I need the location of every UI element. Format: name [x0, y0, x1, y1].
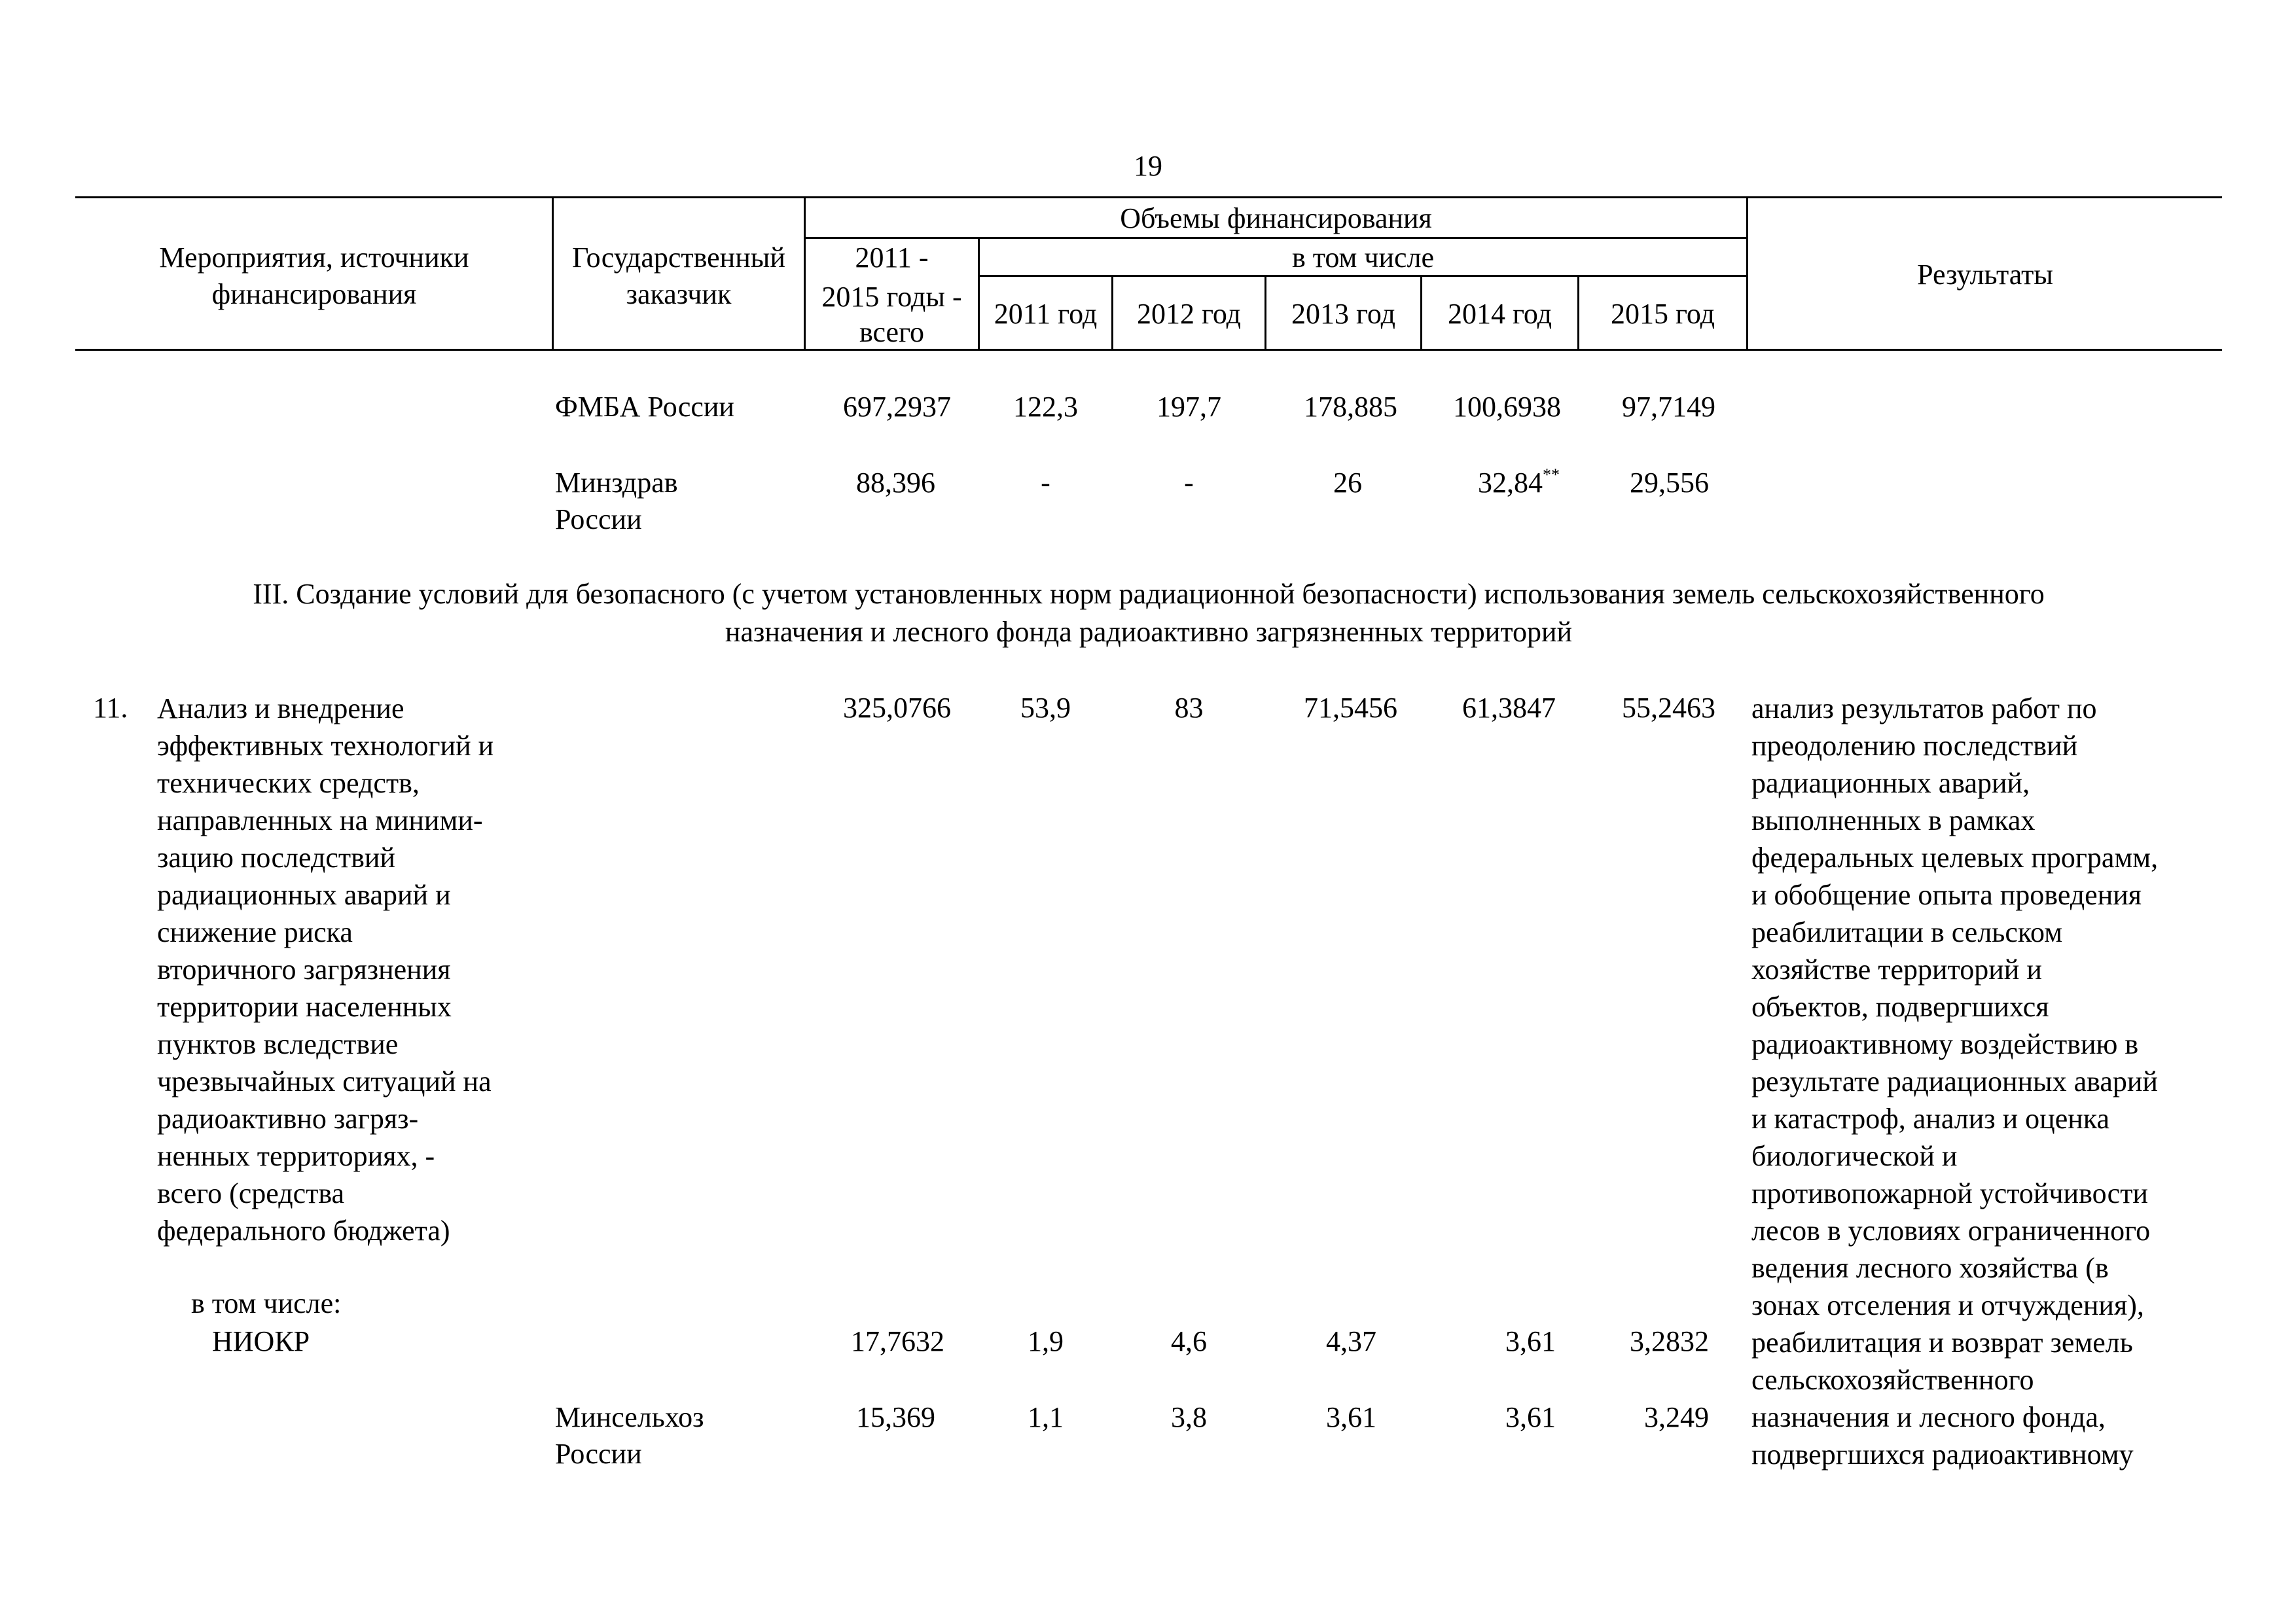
item11-results-line: сельскохозяйственного — [1751, 1364, 2034, 1396]
item11-results-line: ведения лесного хозяйства (в — [1751, 1252, 2109, 1284]
item11-name-line: радиационных аварий и — [157, 879, 451, 911]
header-results: Результаты — [1917, 259, 2053, 291]
row-fmba-2012: 197,7 — [1157, 391, 1221, 423]
item11-number: 11. — [93, 692, 128, 724]
item11-2015: 55,2463 — [1622, 692, 1715, 724]
item11-results-line: назначения и лесного фонда, — [1751, 1401, 2106, 1433]
header-year-2013: 2013 год — [1291, 298, 1396, 330]
row-minzdrav-2013: 26 — [1333, 467, 1362, 499]
niokr-label: НИОКР — [212, 1325, 310, 1357]
item11-results-line: подвергшихся радиоактивному — [1751, 1438, 2134, 1471]
item11-results-line: противопожарной устойчивости — [1751, 1177, 2148, 1209]
item11-2013: 71,5456 — [1304, 692, 1397, 724]
header-top-rule — [75, 196, 2222, 198]
header-financing-title: Объемы финансирования — [1120, 202, 1432, 234]
row-fmba-total: 697,2937 — [843, 391, 951, 423]
item11-name-line: Анализ и внедрение — [157, 692, 404, 724]
row-fmba-2011: 122,3 — [1013, 391, 1078, 423]
row-minzdrav-customer-line2: России — [555, 503, 642, 535]
niokr-total: 17,7632 — [851, 1325, 944, 1357]
section-title-line2: назначения и лесного фонда радиоактивно загрязненных территорий — [725, 616, 1573, 648]
item11-results-line: и катастроф, анализ и оценка — [1751, 1103, 2110, 1135]
item11-results-line: результате радиационных аварий — [1751, 1065, 2158, 1097]
header-year-2014: 2014 год — [1447, 298, 1552, 330]
row-minzdrav-2012: - — [1184, 467, 1194, 499]
row-fmba-2013: 178,885 — [1304, 391, 1397, 423]
header-total-line3: всего — [859, 316, 925, 348]
item11-2011: 53,9 — [1020, 692, 1071, 724]
niokr-2013: 4,37 — [1326, 1325, 1376, 1357]
row-minzdrav-2014-value: 32,84 — [1478, 467, 1543, 499]
item11-name-line: вторичного загрязнения — [157, 954, 451, 986]
item11-2012: 83 — [1174, 692, 1204, 724]
item11-results-line: радиоактивному воздействию в — [1751, 1028, 2139, 1060]
section-title-line1: III. Создание условий для безопасного (с учетом установленных норм радиационной безопасности) использования земель сельскохозяйственного — [253, 578, 2045, 610]
row-minzdrav-total: 88,396 — [856, 467, 935, 499]
minselhoz-2012: 3,8 — [1171, 1401, 1207, 1433]
item11-name-line: направленных на миними- — [157, 804, 483, 836]
header-including: в том числе — [1291, 241, 1435, 274]
item11-name-line: территории населенных — [157, 991, 452, 1023]
niokr-2011: 1,9 — [1028, 1325, 1064, 1357]
header-customer-line1: Государственный — [572, 241, 785, 274]
row-minzdrav-2014-footnote-mark: ** — [1543, 465, 1560, 484]
header-year-2012: 2012 год — [1136, 298, 1242, 330]
item11-name-line: ненных территориях, - — [157, 1140, 435, 1172]
header-year-2011: 2011 год — [994, 298, 1098, 330]
minselhoz-2011: 1,1 — [1028, 1401, 1064, 1433]
item11-results-line: реабилитация и возврат земель — [1751, 1327, 2133, 1359]
row-fmba-2015: 97,7149 — [1622, 391, 1715, 423]
item11-name-line: зацию последствий — [157, 842, 395, 874]
minselhoz-2013: 3,61 — [1326, 1401, 1376, 1433]
header-bottom-rule — [75, 349, 2222, 351]
item11-results — [1751, 690, 2158, 1473]
header-customer-line2: заказчик — [626, 278, 732, 310]
item11-results-line: реабилитации в сельском — [1751, 916, 2063, 948]
item11-results-line: лесов в условиях ограниченного — [1751, 1215, 2151, 1247]
minselhoz-customer-line2: России — [555, 1438, 642, 1470]
item11-results-line: анализ результатов работ по — [1751, 692, 2097, 724]
item11-2014: 61,3847 — [1462, 692, 1556, 724]
row-minzdrav-customer-line1: Минздрав — [555, 467, 678, 499]
item11-results-line: биологической и — [1751, 1140, 1958, 1172]
item11-including-label: в том числе: — [191, 1287, 342, 1319]
header-activities-line1: Мероприятия, источники — [159, 241, 469, 274]
item11-results-line: и обобщение опыта проведения — [1751, 879, 2142, 911]
minselhoz-2014: 3,61 — [1505, 1401, 1556, 1433]
item11-name — [157, 690, 493, 1249]
page-number: 19 — [1134, 150, 1162, 182]
header-activities-line2: финансирования — [211, 278, 417, 310]
niokr-2012: 4,6 — [1171, 1325, 1207, 1357]
item11-results-line: федеральных целевых программ, — [1751, 842, 2159, 874]
item11-name-line: технических средств, — [157, 767, 420, 799]
row-fmba-customer: ФМБА России — [555, 391, 734, 423]
header-year-2015: 2015 год — [1610, 298, 1715, 330]
item11-results-line: радиационных аварий, — [1751, 767, 2030, 799]
row-minzdrav-2015: 29,556 — [1630, 467, 1709, 499]
item11-results-line: объектов, подвергшихся — [1751, 991, 2049, 1023]
item11-results-line: выполненных в рамках — [1751, 804, 2036, 836]
item11-name-line: федерального бюджета) — [157, 1215, 450, 1247]
row-minzdrav-2011: - — [1041, 467, 1050, 499]
item11-name-line: эффективных технологий и — [157, 730, 494, 762]
item11-total: 325,0766 — [843, 692, 951, 724]
minselhoz-total: 15,369 — [856, 1401, 935, 1433]
item11-results-line: преодолению последствий — [1751, 730, 2078, 762]
niokr-2014: 3,61 — [1505, 1325, 1556, 1357]
item11-results-line: хозяйстве территорий и — [1751, 954, 2042, 986]
item11-results-line: зонах отселения и отчуждения), — [1751, 1289, 2144, 1321]
minselhoz-customer-line1: Минсельхоз — [555, 1401, 704, 1433]
item11-name-line: всего (средства — [157, 1177, 345, 1209]
niokr-2015: 3,2832 — [1630, 1325, 1709, 1357]
item11-name-line: радиоактивно загряз- — [157, 1103, 419, 1135]
minselhoz-2015: 3,249 — [1644, 1401, 1709, 1433]
header-total-line1: 2011 - — [855, 241, 929, 274]
item11-name-line: снижение риска — [157, 916, 353, 948]
item11-name-line: пунктов вследствие — [157, 1028, 399, 1060]
header-total-line2: 2015 годы - — [821, 281, 962, 313]
row-minzdrav-2014 — [1422, 465, 1560, 501]
financing-title-rule — [804, 237, 1748, 239]
row-fmba-2014: 100,6938 — [1453, 391, 1561, 423]
item11-name-line: чрезвычайных ситуаций на — [157, 1065, 492, 1097]
